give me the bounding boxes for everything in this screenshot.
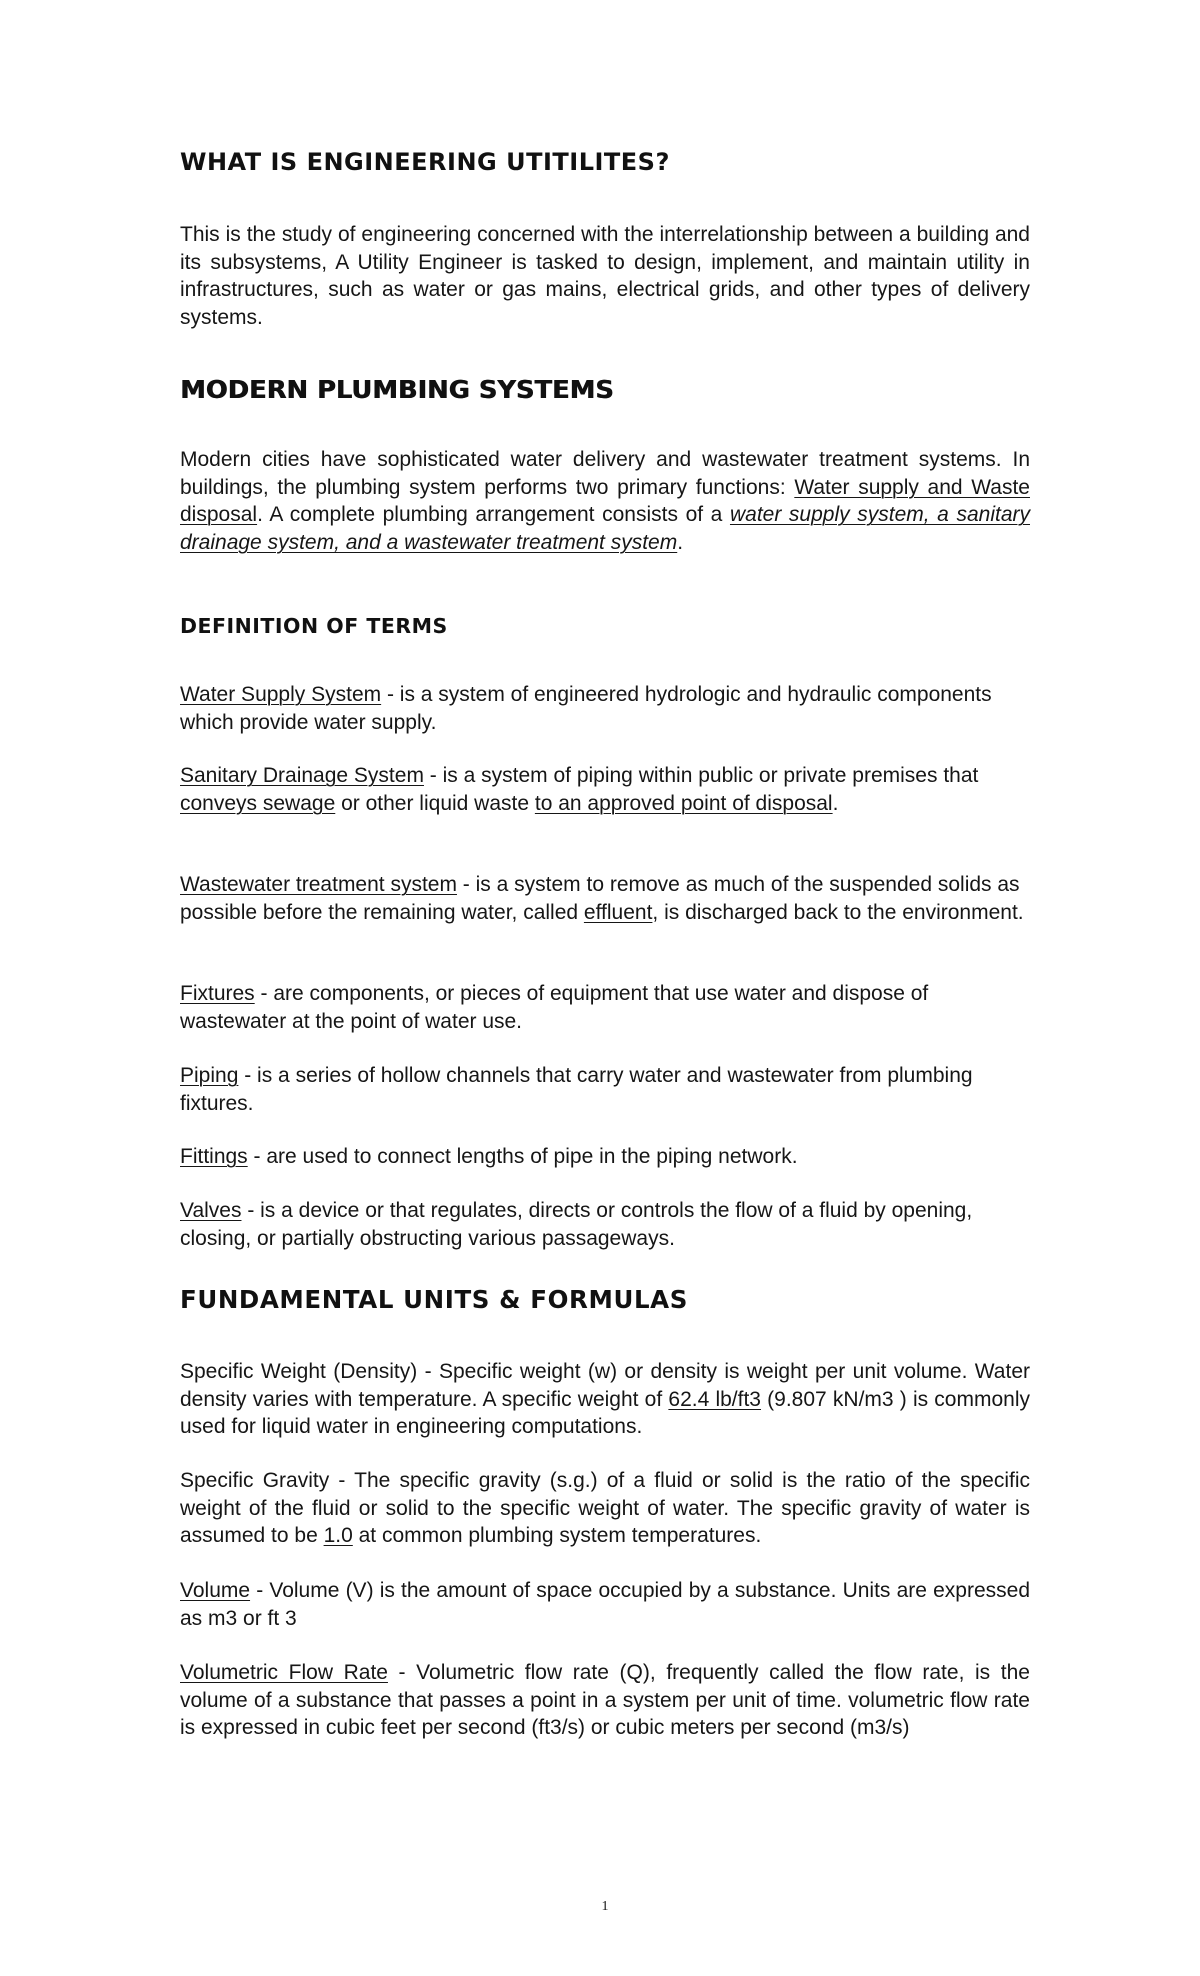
link-effluent: effluent bbox=[583, 900, 653, 924]
heading-modern-plumbing: MODERN PLUMBING SYSTEMS bbox=[180, 375, 614, 404]
specific-gravity-text-2: at common plumbing system temperatures. bbox=[352, 1524, 762, 1548]
term-piping: Piping bbox=[180, 1064, 239, 1087]
wastewater-text-1: - is a system to remove as much of the suspended solids as possible before the remaining water, called bbox=[180, 873, 1020, 924]
term-sanitary-drainage-system: Sanitary Drainage System bbox=[180, 764, 424, 787]
term-valves: Valves bbox=[180, 1199, 242, 1222]
term-wastewater-treatment-system: Wastewater treatment system bbox=[180, 873, 457, 896]
document-page bbox=[180, 0, 1030, 1976]
fittings-text: - are used to connect lengths of pipe in the piping network. bbox=[247, 1145, 798, 1168]
volume-paragraph bbox=[180, 1577, 1030, 1632]
definition-wastewater-treatment bbox=[180, 871, 1030, 926]
flow-rate-paragraph bbox=[180, 1659, 1030, 1742]
valves-text: - is a device or that regulates, directs or controls the flow of a fluid by opening, closing, or partially obstructing various passageways. bbox=[180, 1199, 973, 1250]
definition-piping bbox=[180, 1062, 1030, 1117]
link-approved-point: to an approved point of disposal bbox=[534, 791, 833, 815]
flow-rate-text: - Volumetric flow rate (Q), frequently called the flow rate, is the volume of a substance that passes a point in a system per unit of time. volumetric flow rate is expressed in cubic feet per second (ft3/s) or cubic meters per second (m3/s) bbox=[180, 1661, 1030, 1740]
volume-text: - Volume (V) is the amount of space occupied by a substance. Units are expressed as m3 or ft 3 bbox=[180, 1579, 1030, 1630]
fixtures-text: - are components, or pieces of equipment that use water and dispose of wastewater at the point of water use. bbox=[180, 982, 929, 1033]
specific-gravity-paragraph bbox=[180, 1467, 1030, 1550]
definition-fixtures bbox=[180, 980, 1030, 1035]
specific-weight-text-2: (9.807 kN/m3 ) is commonly used for liquid water in engineering computations. bbox=[180, 1387, 1030, 1439]
specific-weight-paragraph bbox=[180, 1358, 1030, 1441]
definition-valves bbox=[180, 1197, 1030, 1252]
specific-gravity-text-1: Specific Gravity - The specific gravity (s.g.) of a fluid or solid is the ratio of the specific weight of the fluid or solid to the specific weight of water. The specific gravity of water is assumed to be bbox=[180, 1469, 1030, 1548]
term-water-supply-system: Water Supply System bbox=[180, 683, 382, 706]
plumbing-text-2: . A complete plumbing arrangement consists of a bbox=[257, 503, 730, 527]
plumbing-text-3: . bbox=[677, 530, 684, 554]
link-specific-weight-value: 62.4 lb/ft3 bbox=[668, 1387, 761, 1411]
term-volumetric-flow-rate: Volumetric Flow Rate bbox=[180, 1661, 388, 1684]
sanitary-text-1: - is a system of piping within public or private premises that bbox=[423, 764, 979, 787]
heading-fundamental-units: FUNDAMENTAL UNITS & FORMULAS bbox=[180, 1285, 688, 1314]
link-specific-gravity-value: 1.0 bbox=[323, 1524, 353, 1548]
definition-sanitary-drainage bbox=[180, 762, 1030, 817]
specific-weight-text-1: Specific Weight (Density) - Specific weight (w) or density is weight per unit volume. Water density varies with temperature. A specific weight of bbox=[180, 1360, 1030, 1411]
page-number: 1 bbox=[601, 1899, 609, 1914]
plumbing-paragraph bbox=[180, 446, 1030, 556]
definition-fittings bbox=[180, 1143, 1030, 1171]
piping-text: - is a series of hollow channels that carry water and wastewater from plumbing fixtures. bbox=[180, 1064, 973, 1115]
term-fittings: Fittings bbox=[180, 1145, 248, 1168]
sanitary-text-2: or other liquid waste bbox=[335, 791, 535, 815]
heading-engineering-utilities: WHAT IS ENGINEERING UTITILITES? bbox=[180, 148, 670, 176]
intro-paragraph: This is the study of engineering concerned with the interrelationship between a building and its subsystems, A Utility Engineer is tasked to design, implement, and maintain utility in infrastructures, such as water or gas mains, electrical grids, and other types of delivery systems. bbox=[180, 223, 1030, 329]
definition-water-supply-text: - is a system of engineered hydrologic and hydraulic components which provide water supply. bbox=[180, 683, 992, 734]
term-fixtures: Fixtures bbox=[180, 982, 255, 1005]
sanitary-text-3: . bbox=[832, 791, 839, 815]
definition-water-supply bbox=[180, 681, 1030, 736]
link-water-supply-waste-disposal: Water supply and Waste disposal bbox=[180, 475, 1030, 527]
plumbing-text-1: Modern cities have sophisticated water delivery and wastewater treatment systems. In buildings, the plumbing system performs two primary functions: bbox=[180, 448, 1030, 499]
wastewater-text-2: , is discharged back to the environment. bbox=[652, 900, 1024, 924]
link-plumbing-arrangement: water supply system, a sanitary drainage system, and a wastewater treatment system bbox=[180, 503, 1030, 554]
heading-definition-of-terms: DEFINITION OF TERMS bbox=[180, 614, 448, 638]
term-volume: Volume bbox=[180, 1579, 251, 1602]
link-conveys-sewage: conveys sewage bbox=[180, 791, 336, 815]
